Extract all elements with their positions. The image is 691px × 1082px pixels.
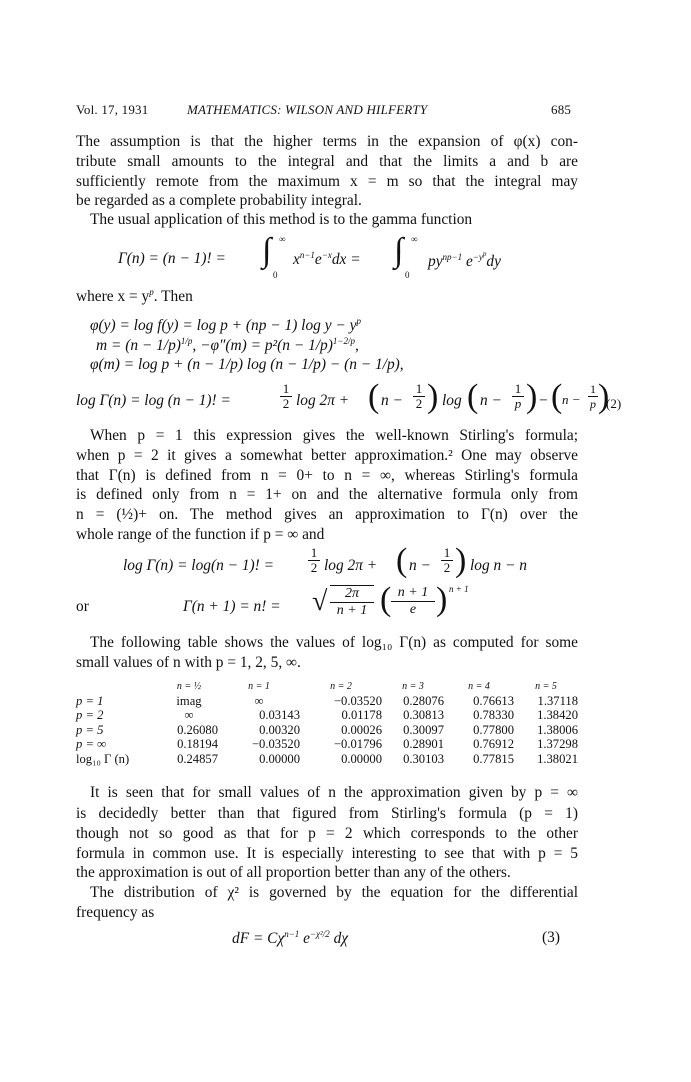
table-cell: 0.00026 — [341, 722, 382, 737]
equation-p-infinity-part: n − — [409, 557, 431, 574]
equation-p-infinity: log Γ(n) = log(n − 1)! = — [123, 557, 275, 574]
equation-3: dF = $C\chi^{n-1}$ $e^{-\chi^2/2}$ dχ — [232, 929, 349, 948]
row-label: log₁₀ Γ (n) — [76, 751, 130, 766]
paren-left: ( — [467, 378, 479, 415]
equation-2-part: log 2π + — [296, 392, 350, 409]
fraction-half: 1 2 — [280, 382, 292, 411]
table-cell: −0.01796 — [333, 737, 382, 752]
integral-upper-limit: ∞ — [279, 234, 286, 244]
paren-left: ( — [368, 378, 380, 415]
equation-2-part: log — [442, 392, 462, 409]
table-cell: 1.37118 — [537, 694, 578, 708]
text-line: be regarded as a complete probability integral. — [76, 192, 362, 210]
column-header: n = 3 — [402, 681, 424, 692]
table-row — [76, 737, 578, 751]
table-row — [76, 723, 578, 737]
equation-2-part: n − — [381, 392, 403, 409]
text-line: the approximation is out of all proportion better than any of the others. — [76, 864, 511, 882]
header-volume: Vol. 17, 1931 — [76, 102, 149, 117]
fraction-half: 1 2 — [308, 546, 320, 575]
text-line: It is seen that for small values of n the approximation given by p = ∞ — [90, 784, 578, 801]
text-where-then: where $x = y^p$. Then — [76, 287, 193, 306]
text-line: that Γ(n) is defined from n = 0+ to n = ∞, whereas Stirling's formula — [76, 466, 578, 484]
table-cell: 0.30103 — [403, 751, 444, 766]
header-page-number: 685 — [551, 102, 572, 117]
column-header: n = ½ — [176, 681, 202, 692]
integral-sign: ∫ — [394, 232, 404, 269]
equation-gamma-function — [118, 250, 226, 268]
equation-2-part: − — [539, 392, 548, 409]
table-header-row — [76, 681, 578, 694]
text-line: is defined only from n = 1+ on and the alternative formula only from — [76, 486, 578, 504]
equation-number: (2) — [606, 396, 622, 411]
table-cell: 0.30813 — [403, 708, 444, 723]
paragraph-assumption — [76, 132, 578, 211]
paragraph-usual-application: The usual application of this method is to the gamma function — [90, 211, 473, 228]
row-label: p = ∞ — [76, 737, 107, 752]
equation-gamma-lhs: Γ(n) = (n − 1)! = — [118, 250, 226, 267]
text-line: small values of n with p = 1, 2, 5, ∞. — [76, 654, 301, 671]
table-cell: 0.00000 — [259, 751, 300, 766]
fraction-one-over-p: 1 p — [590, 382, 596, 411]
table-row — [76, 694, 578, 708]
equation-number: (3) — [542, 929, 560, 946]
equation-stirling-exponent: n + 1 — [449, 584, 469, 594]
sqrt-fraction: 2π n + 1 — [330, 585, 374, 619]
table-row — [76, 708, 578, 722]
row-label: p = 2 — [76, 708, 104, 723]
fraction-half: 1 2 — [413, 382, 425, 411]
row-label: p = 1 — [76, 694, 104, 708]
paren-right: ) — [526, 378, 538, 415]
table-cell: 1.38021 — [537, 751, 578, 766]
text-or: or — [76, 598, 89, 615]
table-cell: 0.76613 — [473, 694, 514, 708]
text-line: formula in common use. It is especially interesting to see that with p = 5 — [76, 844, 578, 862]
text-line: frequency as — [76, 904, 155, 921]
table-cell: 0.26080 — [177, 722, 218, 737]
equation-2: log Γ(n) = log (n − 1)! = — [76, 392, 231, 409]
table-cell: 1.37298 — [537, 737, 578, 752]
paren-right: ) — [598, 378, 610, 415]
equation-gamma-integrand-1: $x^{n-1}e^{-x}dx$ = — [293, 250, 361, 269]
integral-lower-limit: 0 — [405, 270, 410, 280]
header-title: MATHEMATICS: WILSON AND HILFERTY — [187, 102, 428, 117]
fraction-half: 1 2 — [441, 546, 453, 575]
paragraph-conclusion — [76, 804, 578, 883]
equation-m: $m = (n - 1/p)^{1/p}$, $-\varphi''(m) = p^2(n - 1/p)^{1-2/p}$, — [96, 336, 359, 355]
table-cell: −0.03520 — [251, 737, 300, 752]
table-cell: 0.00320 — [259, 722, 300, 737]
table-cell: 0.78330 — [473, 708, 514, 723]
table-cell: ∞ — [254, 694, 264, 708]
paren-right: ) — [455, 542, 467, 579]
paragraph-stirling — [76, 426, 578, 545]
table-cell: 1.38420 — [537, 708, 578, 723]
table-cell: 0.03143 — [259, 708, 300, 723]
integral-lower-limit: 0 — [273, 270, 278, 280]
text-line: is decidedly better than that figured from Stirling's formula (p = 1) — [76, 805, 578, 822]
text-line: tribute small amounts to the integral and that the limits a and b are — [76, 152, 578, 170]
log-gamma-table — [76, 681, 578, 766]
table-cell: 0.28076 — [403, 694, 444, 708]
fraction-n-plus-1-over-e: n + 1 e — [391, 585, 435, 618]
table-cell: ∞ — [184, 708, 194, 723]
text-line: The assumption is that the higher terms in the expansion of φ(x) con- — [76, 133, 578, 150]
equation-phi-m: φ(m) = log p + (n − 1/p) log (n − 1/p) − (n − 1/p), — [90, 356, 404, 373]
sqrt-sign: √ — [312, 586, 328, 617]
table-cell: 0.76912 — [473, 737, 514, 752]
text-line: When p = 1 this expression gives the well-known Stirling's formula; — [90, 427, 578, 444]
table-cell: imag — [176, 694, 202, 708]
table-cell: 0.77800 — [473, 722, 514, 737]
fraction-one-over-p: 1 p — [512, 382, 524, 411]
table-cell: 0.30097 — [403, 722, 444, 737]
equation-p-infinity-part: log n − n — [470, 557, 527, 574]
paren-right: ) — [436, 581, 448, 618]
text-line: though not so good as that for p = 2 which corresponds to the other — [76, 824, 578, 842]
table-cell: 0.01178 — [341, 708, 382, 723]
equation-p-infinity-part: log 2π + — [324, 557, 378, 574]
paren-right: ) — [427, 378, 439, 415]
text-line: sufficiently remote from the maximum x = m so that the integral may — [76, 172, 578, 190]
equation-stirling: Γ(n + 1) = n! = — [183, 598, 281, 615]
equation-phi-y: φ(y) = log f(y) = log p + (np − 1) $\log y - y^p$ — [90, 316, 361, 335]
text-line: The distribution of χ² is governed by the equation for the differential — [90, 884, 578, 901]
text-line: whole range of the function if p = ∞ and — [76, 525, 325, 543]
column-header: n = 4 — [468, 681, 490, 692]
column-header: n = 1 — [248, 681, 270, 692]
column-header: n = 5 — [535, 681, 557, 692]
row-label: p = 5 — [76, 722, 104, 737]
paren-left: ( — [380, 581, 392, 618]
table-row — [76, 752, 578, 766]
table-cell: 0.18194 — [177, 737, 218, 752]
equation-2-part: n − — [480, 392, 502, 409]
equation-2-part: n − — [562, 392, 581, 407]
table-cell: 1.38006 — [537, 722, 578, 737]
table-cell: 0.24857 — [177, 751, 218, 766]
column-header: n = 2 — [330, 681, 352, 692]
paren-left: ( — [551, 378, 563, 415]
text-line: The following table shows the values of log₁₀ Γ(n) as computed for some — [90, 634, 578, 651]
text-line: n = (½)+ on. The method gives an approximation to Γ(n) over the — [76, 506, 578, 524]
table-cell: 0.77815 — [473, 751, 514, 766]
equation-gamma-integrand-2: $py^{np-1}$ $e^{-y^p}dy$ — [428, 250, 501, 271]
table-cell: −0.03520 — [333, 694, 382, 708]
integral-sign: ∫ — [262, 232, 272, 269]
text-line: when p = 2 it gives a somewhat better approximation.² One may observe — [76, 446, 578, 464]
table-cell: 0.28901 — [403, 737, 444, 752]
paren-left: ( — [396, 542, 408, 579]
integral-upper-limit: ∞ — [411, 234, 418, 244]
table-cell: 0.00000 — [341, 751, 382, 766]
